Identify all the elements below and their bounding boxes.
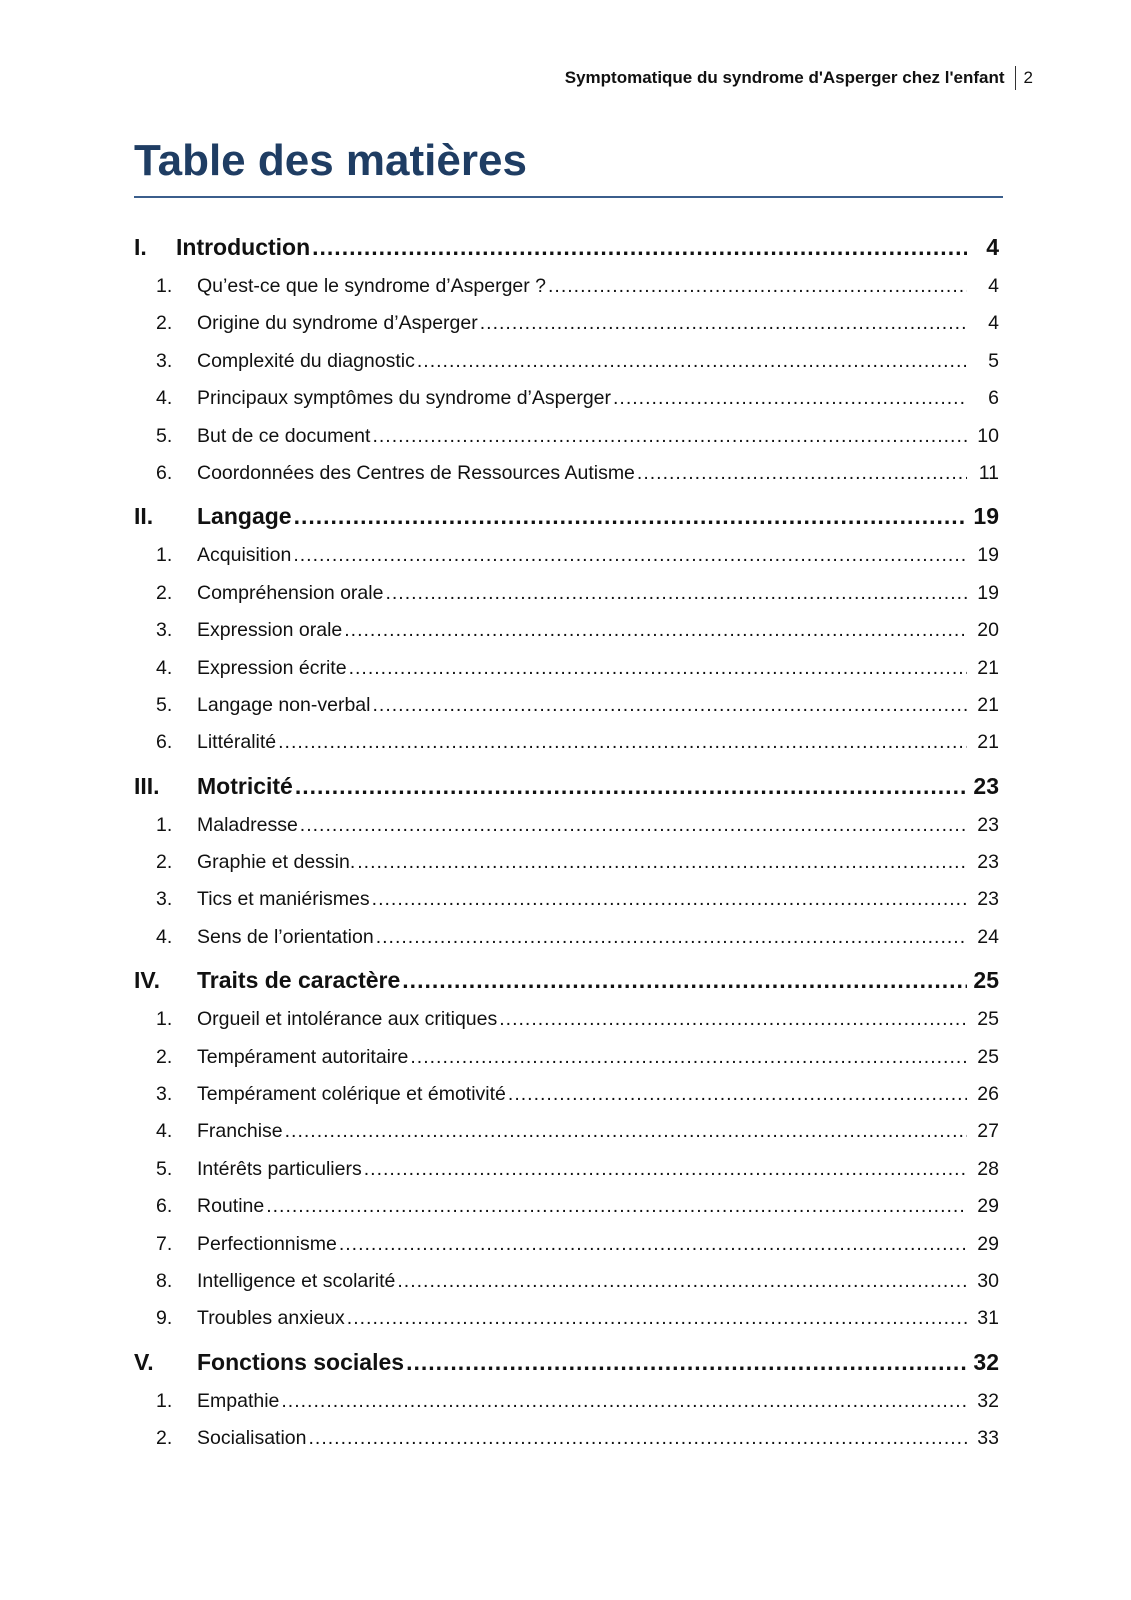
dot-leader bbox=[266, 1195, 967, 1218]
toc-subsection-entry[interactable] bbox=[0, 814, 1131, 851]
toc-subsection-entry[interactable] bbox=[0, 1390, 1131, 1427]
dot-leader bbox=[548, 275, 967, 298]
header-separator bbox=[1015, 66, 1016, 90]
subsection-page-number: 33 bbox=[977, 1427, 999, 1450]
section-number: V. bbox=[134, 1348, 154, 1375]
toc-subsection-entry[interactable] bbox=[0, 1008, 1131, 1045]
subsection-number: 8. bbox=[156, 1269, 173, 1292]
section-label: Motricité bbox=[197, 772, 293, 799]
dot-leader bbox=[410, 1046, 967, 1069]
subsection-label: Intelligence et scolarité bbox=[197, 1269, 396, 1292]
section-page-number: 4 bbox=[986, 234, 999, 260]
subsection-page-number: 25 bbox=[977, 1008, 999, 1031]
subsection-label: Langage non-verbal bbox=[197, 693, 371, 716]
subsection-label: Littéralité bbox=[197, 731, 277, 754]
subsection-page-number: 10 bbox=[977, 424, 999, 447]
subsection-label: Compréhension orale bbox=[197, 581, 384, 604]
dot-leader bbox=[372, 888, 967, 911]
subsection-label: Qu’est-ce que le syndrome d’Asperger ? bbox=[197, 275, 547, 297]
toc-subsection-entry[interactable] bbox=[0, 926, 1131, 963]
toc-subsection-entry[interactable] bbox=[0, 425, 1131, 462]
dot-leader bbox=[508, 1083, 967, 1106]
subsection-page-number: 21 bbox=[977, 656, 999, 679]
toc-section-entry[interactable] bbox=[0, 499, 1131, 544]
toc-subsection-entry[interactable] bbox=[0, 1307, 1131, 1344]
subsection-page-number: 29 bbox=[977, 1195, 999, 1218]
subsection-number: 3. bbox=[156, 349, 173, 372]
subsection-page-number: 31 bbox=[977, 1307, 999, 1330]
section-label: Introduction bbox=[176, 234, 311, 260]
toc-heading: Table des matières bbox=[134, 136, 527, 185]
subsection-page-number: 4 bbox=[988, 312, 999, 335]
subsection-label: Tempérament colérique et émotivité bbox=[197, 1083, 506, 1106]
toc-subsection-entry[interactable] bbox=[0, 275, 1131, 312]
toc-subsection-entry[interactable] bbox=[0, 582, 1131, 619]
section-number: IV. bbox=[134, 967, 161, 994]
section-page-number: 25 bbox=[973, 967, 999, 994]
toc-subsection-entry[interactable] bbox=[0, 1195, 1131, 1232]
dot-leader bbox=[312, 234, 967, 261]
subsection-page-number: 19 bbox=[977, 581, 999, 604]
toc-section-entry[interactable] bbox=[0, 769, 1131, 814]
dot-leader bbox=[347, 1307, 967, 1330]
section-label: Fonctions sociales bbox=[197, 1348, 405, 1375]
toc-subsection-entry[interactable] bbox=[0, 1120, 1131, 1157]
subsection-number: 4. bbox=[156, 656, 173, 679]
dot-leader bbox=[637, 462, 967, 485]
subsection-page-number: 23 bbox=[977, 851, 999, 874]
section-number: I. bbox=[134, 234, 147, 260]
subsection-number: 6. bbox=[156, 731, 173, 754]
subsection-label: Routine bbox=[197, 1195, 265, 1218]
document-title: Symptomatique du syndrome d'Asperger chez l'enfant bbox=[564, 68, 1005, 87]
section-page-number: 23 bbox=[973, 772, 999, 799]
dot-leader bbox=[613, 387, 967, 410]
dot-leader bbox=[397, 1270, 967, 1293]
subsection-page-number: 21 bbox=[977, 693, 999, 716]
page-header bbox=[0, 66, 1033, 90]
subsection-label: Tics et maniérismes bbox=[197, 888, 370, 911]
subsection-label: Empathie bbox=[197, 1389, 280, 1412]
toc-section-entry[interactable] bbox=[0, 230, 1131, 275]
dot-leader bbox=[376, 926, 967, 949]
toc-subsection-entry[interactable] bbox=[0, 544, 1131, 581]
subsection-page-number: 27 bbox=[977, 1120, 999, 1143]
toc-subsection-entry[interactable] bbox=[0, 1158, 1131, 1195]
dot-leader bbox=[372, 694, 967, 717]
toc-subsection-entry[interactable] bbox=[0, 851, 1131, 888]
subsection-number: 5. bbox=[156, 693, 173, 716]
subsection-page-number: 30 bbox=[977, 1269, 999, 1292]
subsection-page-number: 20 bbox=[977, 619, 999, 642]
section-label: Traits de caractère bbox=[197, 967, 401, 994]
subsection-number: 1. bbox=[156, 1008, 173, 1031]
dot-leader bbox=[344, 619, 967, 642]
subsection-label: Principaux symptômes du syndrome d’Asperger bbox=[197, 387, 612, 410]
section-page-number: 19 bbox=[973, 503, 999, 530]
subsection-label: Orgueil et intolérance aux critiques bbox=[197, 1008, 498, 1031]
subsection-number: 3. bbox=[156, 888, 173, 911]
section-label: Langage bbox=[197, 503, 292, 530]
subsection-label: Origine du syndrome d’Asperger bbox=[197, 312, 478, 335]
toc-subsection-entry[interactable] bbox=[0, 657, 1131, 694]
subsection-label: Complexité du diagnostic bbox=[197, 349, 415, 372]
toc-subsection-entry[interactable] bbox=[0, 387, 1131, 424]
subsection-number: 2. bbox=[156, 1045, 173, 1068]
subsection-number: 1. bbox=[156, 1389, 173, 1412]
subsection-page-number: 32 bbox=[977, 1389, 999, 1412]
subsection-page-number: 19 bbox=[977, 544, 999, 567]
subsection-page-number: 29 bbox=[977, 1232, 999, 1255]
toc-section-entry[interactable] bbox=[0, 1345, 1131, 1390]
toc-subsection-entry[interactable] bbox=[0, 731, 1131, 768]
subsection-number: 2. bbox=[156, 851, 173, 874]
subsection-number: 1. bbox=[156, 813, 173, 836]
subsection-number: 7. bbox=[156, 1232, 173, 1255]
subsection-label: Coordonnées des Centres de Ressources Autisme bbox=[197, 461, 635, 484]
subsection-label: Expression orale bbox=[197, 619, 343, 642]
subsection-number: 5. bbox=[156, 1157, 173, 1180]
dot-leader bbox=[293, 544, 967, 567]
dot-leader bbox=[385, 582, 967, 605]
toc-section-entry[interactable] bbox=[0, 963, 1131, 1008]
subsection-page-number: 25 bbox=[977, 1045, 999, 1068]
dot-leader bbox=[417, 350, 967, 373]
subsection-page-number: 6 bbox=[988, 387, 999, 410]
toc-subsection-entry[interactable] bbox=[0, 694, 1131, 731]
section-number: II. bbox=[134, 503, 154, 530]
subsection-page-number: 23 bbox=[977, 813, 999, 836]
subsection-number: 4. bbox=[156, 925, 173, 948]
subsection-label: Franchise bbox=[197, 1120, 283, 1143]
subsection-label: Sens de l’orientation bbox=[197, 925, 374, 948]
toc-subsection-entry[interactable] bbox=[0, 888, 1131, 925]
dot-leader bbox=[406, 1349, 967, 1376]
subsection-label: Tempérament autoritaire bbox=[197, 1045, 409, 1068]
subsection-number: 2. bbox=[156, 1427, 173, 1450]
toc-subsection-entry[interactable] bbox=[0, 1233, 1131, 1270]
dot-leader bbox=[357, 851, 967, 874]
dot-leader bbox=[349, 657, 967, 680]
subsection-page-number: 21 bbox=[977, 731, 999, 754]
dot-leader bbox=[339, 1233, 967, 1256]
subsection-label: Perfectionnisme bbox=[197, 1232, 337, 1255]
subsection-page-number: 24 bbox=[977, 925, 999, 948]
section-number: III. bbox=[134, 772, 160, 799]
dot-leader bbox=[278, 731, 967, 754]
dot-leader bbox=[480, 312, 967, 335]
subsection-label: Acquisition bbox=[197, 544, 292, 567]
subsection-number: 2. bbox=[156, 581, 173, 604]
dot-leader bbox=[402, 967, 967, 994]
toc-subsection-entry[interactable] bbox=[0, 312, 1131, 349]
subsection-number: 1. bbox=[156, 275, 173, 297]
toc-subsection-entry[interactable] bbox=[0, 619, 1131, 656]
toc-subsection-entry[interactable] bbox=[0, 1046, 1131, 1083]
subsection-number: 3. bbox=[156, 619, 173, 642]
dot-leader bbox=[372, 425, 967, 448]
subsection-label: Troubles anxieux bbox=[197, 1307, 345, 1330]
table-of-contents bbox=[0, 230, 1131, 1465]
dot-leader bbox=[294, 503, 967, 530]
subsection-page-number: 28 bbox=[977, 1157, 999, 1180]
subsection-number: 2. bbox=[156, 312, 173, 335]
subsection-label: Maladresse bbox=[197, 813, 298, 836]
dot-leader bbox=[499, 1008, 967, 1031]
page-number: 2 bbox=[1023, 68, 1033, 87]
subsection-label: Graphie et dessin. bbox=[197, 851, 356, 874]
subsection-page-number: 5 bbox=[988, 349, 999, 372]
subsection-number: 9. bbox=[156, 1307, 173, 1330]
toc-subsection-entry[interactable] bbox=[0, 462, 1131, 499]
subsection-number: 1. bbox=[156, 544, 173, 567]
toc-subsection-entry[interactable] bbox=[0, 1427, 1131, 1464]
dot-leader bbox=[285, 1120, 967, 1143]
dot-leader bbox=[364, 1158, 967, 1181]
subsection-label: Intérêts particuliers bbox=[197, 1157, 362, 1180]
dot-leader bbox=[281, 1390, 967, 1413]
subsection-number: 6. bbox=[156, 1195, 173, 1218]
subsection-page-number: 26 bbox=[977, 1083, 999, 1106]
subsection-label: But de ce document bbox=[197, 424, 371, 447]
toc-subsection-entry[interactable] bbox=[0, 1083, 1131, 1120]
subsection-page-number: 23 bbox=[977, 888, 999, 911]
dot-leader bbox=[300, 814, 967, 837]
subsection-number: 4. bbox=[156, 1120, 173, 1143]
toc-subsection-entry[interactable] bbox=[0, 350, 1131, 387]
subsection-page-number: 11 bbox=[978, 461, 999, 484]
subsection-number: 6. bbox=[156, 461, 173, 484]
subsection-number: 4. bbox=[156, 387, 173, 410]
dot-leader bbox=[295, 773, 967, 800]
section-page-number: 32 bbox=[973, 1348, 999, 1375]
subsection-label: Expression écrite bbox=[197, 656, 347, 679]
subsection-label: Socialisation bbox=[197, 1427, 307, 1450]
subsection-number: 5. bbox=[156, 424, 173, 447]
subsection-number: 3. bbox=[156, 1083, 173, 1106]
subsection-page-number: 4 bbox=[988, 275, 999, 297]
toc-subsection-entry[interactable] bbox=[0, 1270, 1131, 1307]
dot-leader bbox=[308, 1427, 967, 1450]
heading-rule bbox=[134, 196, 1003, 198]
